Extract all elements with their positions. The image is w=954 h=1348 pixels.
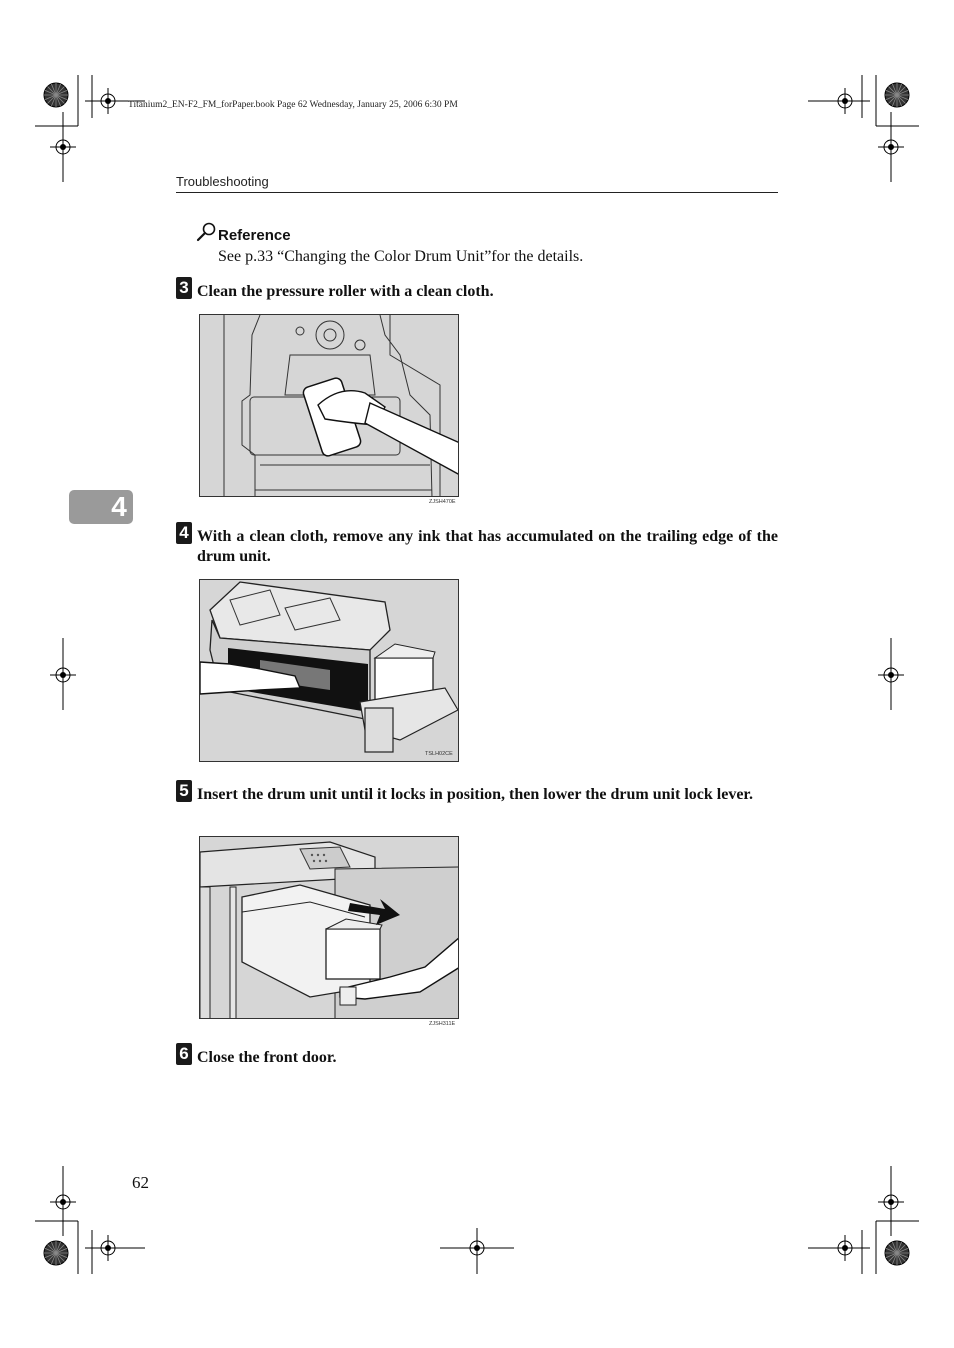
chapter-number: 4 [111, 491, 127, 522]
reference-title: Reference [218, 227, 291, 244]
step-number: 6 [176, 1043, 192, 1065]
figure-code: ZJSH311E [429, 1021, 456, 1027]
header-rule [176, 192, 778, 193]
pressure-roller-illustration [199, 314, 459, 497]
step-number: 3 [176, 277, 192, 299]
figure-code: TSLH02CE [425, 751, 453, 757]
magnifier-icon [196, 222, 218, 242]
section-header: Troubleshooting [176, 174, 269, 189]
drum-unit-insertion-illustration [199, 836, 459, 1019]
step-text: Clean the pressure roller with a clean cloth. [197, 283, 494, 300]
step-text: With a clean cloth, remove any ink that has accumulated on the trailing edge of the drum unit. [197, 528, 778, 565]
page-number: 62 [132, 1173, 149, 1192]
step-text: Insert the drum unit until it locks in position, then lower the drum unit lock lever. [197, 786, 754, 803]
reference-text: See p.33 “Changing the Color Drum Unit”for the details. [218, 248, 584, 265]
step-text: Close the front door. [197, 1049, 337, 1066]
figure-code: ZJSH470E [429, 499, 456, 505]
step-number: 4 [176, 522, 192, 544]
step-number: 5 [176, 780, 192, 802]
print-runner: Titanium2_EN-F2_FM_forPaper.book Page 62 Wednesday, January 25, 2006 6:30 PM [128, 100, 458, 110]
drum-unit-cleaning-illustration [199, 579, 459, 762]
